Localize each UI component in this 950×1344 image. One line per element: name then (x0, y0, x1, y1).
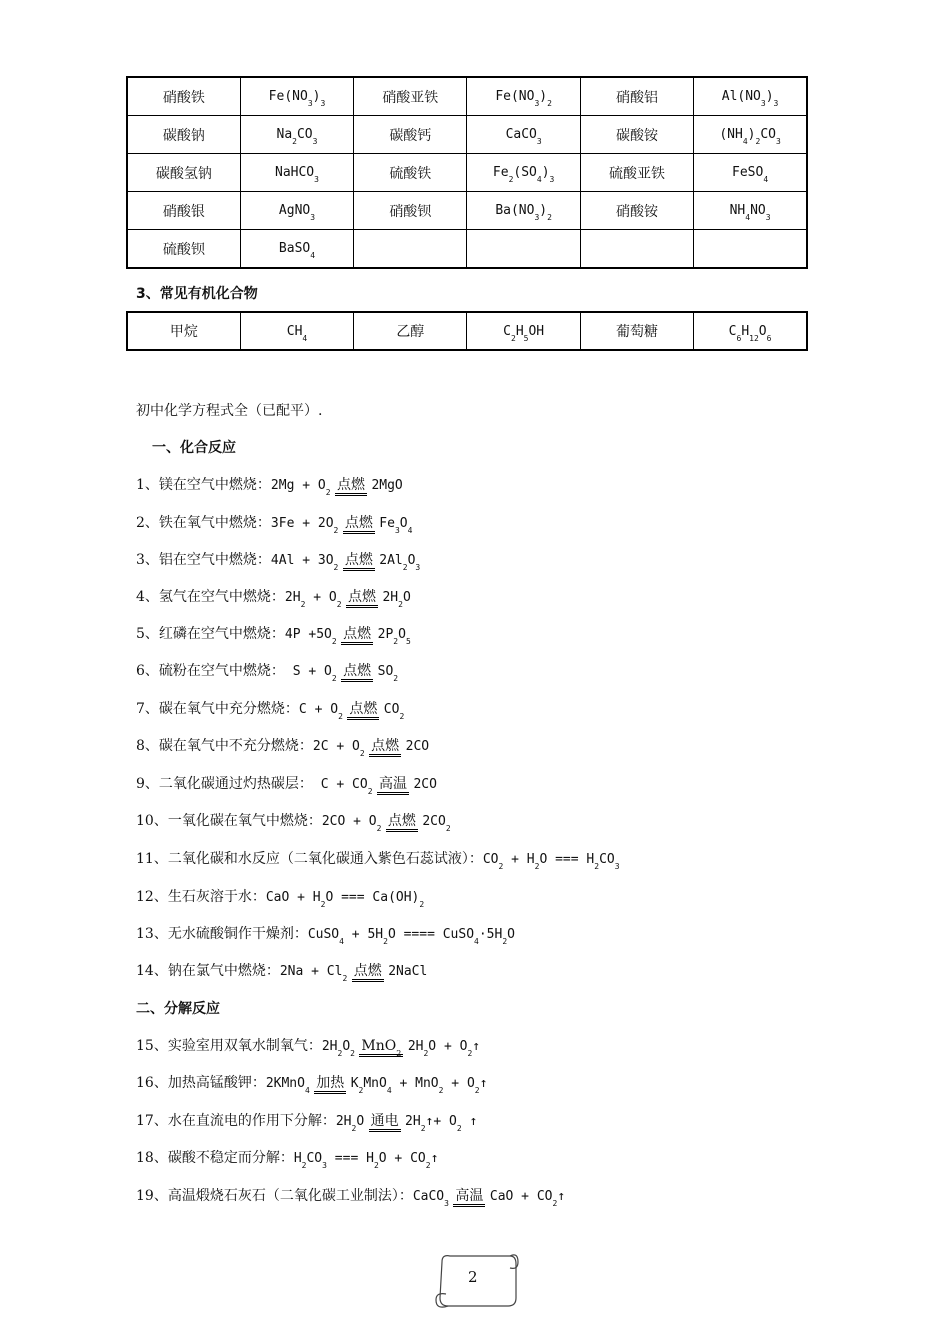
formula-cell: $C_2H_5OH$ (467, 312, 580, 350)
formula-cell (694, 230, 807, 269)
name-cell: 硫酸亚铁 (580, 154, 693, 192)
formula-cell: $Fe(NO_3)_2$ (467, 77, 580, 116)
reaction-products: $2H_2↑+ O_2$ ↑ (405, 1114, 478, 1133)
reaction-label: 10、一氧化碳在氧气中燃烧： (136, 813, 322, 829)
reaction-reactants: $2H_2 + O_2$ (284, 590, 342, 609)
reaction-condition: 点燃 (335, 477, 367, 496)
name-cell (580, 230, 693, 269)
reaction-reactants: 2KMnO$_4$ (265, 1076, 310, 1095)
reaction-products: 2CO (413, 777, 437, 792)
formula-cell: $Fe_2(SO_4)_3$ (467, 154, 580, 192)
reaction-label: 18、碳酸不稳定而分解： (136, 1150, 294, 1166)
organic-heading: 3、常见有机化合物 (136, 286, 258, 302)
intro-text: 初中化学方程式全（已配平）. (136, 403, 323, 419)
formula-cell: FeSO$_4$ (694, 154, 807, 192)
reaction-reactants: $H_2CO_3$ === $H_2O$ + $CO_2↑$ (293, 1151, 439, 1170)
table-row (127, 192, 807, 230)
table-row (127, 230, 807, 269)
reaction-line (136, 886, 425, 909)
name-cell: 葡萄糖 (580, 312, 693, 350)
reaction-line (136, 1035, 481, 1058)
formula-cell: $NH_4NO_3$ (694, 192, 807, 230)
reaction-line (136, 698, 405, 721)
reaction-condition: 点燃 (347, 701, 379, 720)
reaction-line (136, 549, 421, 572)
formula-cell: $(NH_4)_2CO_3$ (694, 116, 807, 154)
formula-cell: $Na_2CO_3$ (240, 116, 353, 154)
name-cell: 碳酸钙 (354, 116, 467, 154)
name-cell: 甲烷 (127, 312, 240, 350)
reaction-label: 1、镁在空气中燃烧： (136, 477, 271, 493)
reaction-products: $2P_2O_5$ (377, 627, 411, 646)
reaction-label: 12、生石灰溶于水： (136, 889, 266, 905)
reaction-reactants: $S + O_2$ (284, 664, 337, 683)
reaction-label: 14、钠在氯气中燃烧： (136, 963, 280, 979)
reaction-products: $CO_2$ (383, 702, 405, 721)
formula-cell: $Fe(NO_3)_3$ (240, 77, 353, 116)
formula-cell: AgNO$_3$ (240, 192, 353, 230)
reaction-line (136, 923, 515, 946)
reaction-condition: 通电 (369, 1113, 401, 1132)
reaction-products: $2CO_2$ (422, 814, 451, 833)
name-cell: 硝酸铁 (127, 77, 240, 116)
reaction-products: $2H_2O$ + $O_2↑$ (407, 1039, 481, 1058)
reaction-reactants: $4Al + 3O_2$ (270, 553, 339, 572)
section-combination: 一、化合反应 (152, 440, 236, 456)
reaction-products: 2MgO (371, 478, 403, 493)
table-row (127, 116, 807, 154)
reaction-line (136, 848, 620, 871)
formula-cell: NaHCO$_3$ (240, 154, 353, 192)
name-cell: 硝酸钡 (354, 192, 467, 230)
reaction-label: 13、无水硫酸铜作干燥剂： (136, 926, 308, 942)
page-number: 2 (468, 1268, 478, 1286)
reaction-reactants: $4P +5O_2$ (284, 627, 337, 646)
salts-table (126, 76, 808, 269)
reaction-label: 8、碳在氧气中不充分燃烧： (136, 738, 313, 754)
reaction-reactants: $3Fe + 2O_2$ (270, 516, 339, 535)
formula-cell: CaCO$_3$ (467, 116, 580, 154)
reaction-reactants: $C + CO_2$ (312, 777, 373, 796)
reaction-condition: 点燃 (369, 738, 401, 757)
reaction-condition: 点燃 (341, 663, 373, 682)
reaction-condition: 点燃 (386, 813, 418, 832)
reaction-line (136, 1147, 439, 1170)
reaction-line (136, 623, 411, 646)
reaction-reactants: $2Mg + O_2$ (270, 478, 331, 497)
reaction-products: $2Al_2O_3$ (379, 553, 421, 572)
name-cell: 硫酸钡 (127, 230, 240, 269)
reaction-condition: 加热 (314, 1075, 346, 1094)
reaction-label: 5、红磷在空气中燃烧： (136, 626, 285, 642)
formula-cell (467, 230, 580, 269)
reaction-reactants: CaCO$_3$ (412, 1189, 449, 1208)
table-row (127, 77, 807, 116)
reaction-label: 15、实验室用双氧水制氧气： (136, 1038, 322, 1054)
table-row (127, 312, 807, 350)
reaction-label: 9、二氧化碳通过灼热碳层： (136, 776, 313, 792)
reaction-label: 7、碳在氧气中充分燃烧： (136, 701, 299, 717)
reaction-condition: 点燃 (341, 626, 373, 645)
reaction-label: 16、加热高锰酸钾： (136, 1075, 266, 1091)
reaction-label: 3、铝在空气中燃烧： (136, 552, 271, 568)
reaction-condition: MnO$_2$ (361, 1038, 402, 1058)
reaction-condition: 点燃 (346, 589, 378, 608)
reaction-reactants: $2H_2O$ (335, 1114, 365, 1133)
reaction-products: $SO_2$ (377, 664, 399, 683)
reaction-label: 11、二氧化碳和水反应（二氧化碳通入紫色石蕊试液）： (136, 851, 483, 867)
reaction-condition: 点燃 (352, 963, 384, 982)
reaction-line (136, 1185, 566, 1208)
reaction-line (136, 474, 403, 497)
formula-cell: $C_6H_{12}O_6$ (694, 312, 807, 350)
reaction-reactants: $2Na + Cl_2$ (279, 964, 348, 983)
reaction-products: CaO + $CO_2↑$ (489, 1189, 566, 1208)
reaction-label: 6、硫粉在空气中燃烧： (136, 663, 285, 679)
reaction-line (136, 773, 437, 796)
reaction-line (136, 586, 411, 609)
name-cell: 碳酸铵 (580, 116, 693, 154)
name-cell: 碳酸氢钠 (127, 154, 240, 192)
reaction-line (136, 1110, 478, 1133)
name-cell: 硫酸铁 (354, 154, 467, 192)
reaction-reactants: $2C + O_2$ (312, 739, 365, 758)
name-cell: 硝酸亚铁 (354, 77, 467, 116)
reaction-label: 17、水在直流电的作用下分解： (136, 1113, 336, 1129)
formula-cell: $Al(NO_3)_3$ (694, 77, 807, 116)
reaction-products: 2NaCl (388, 964, 428, 979)
reaction-reactants: $2CO + O_2$ (321, 814, 382, 833)
reaction-products: 2CO (405, 739, 430, 754)
reaction-condition: 点燃 (343, 552, 375, 571)
table-row (127, 154, 807, 192)
reaction-label: 19、高温煅烧石灰石（二氧化碳工业制法）： (136, 1188, 413, 1204)
reaction-label: 4、氢气在空气中燃烧： (136, 589, 285, 605)
reaction-condition: 高温 (377, 776, 409, 795)
name-cell: 硝酸铵 (580, 192, 693, 230)
reaction-condition: 点燃 (343, 515, 375, 534)
reaction-condition: 高温 (453, 1188, 485, 1207)
formula-cell: BaSO$_4$ (240, 230, 353, 269)
name-cell: 硝酸银 (127, 192, 240, 230)
name-cell: 碳酸钠 (127, 116, 240, 154)
reaction-products: $K_2MnO_4 + MnO_2$ + $O_2↑$ (350, 1076, 488, 1095)
reaction-products: $2H_2O$ (382, 590, 411, 609)
reaction-products: $Fe_3O_4$ (379, 516, 413, 535)
reaction-reactants: $CO_2 + H_2O$ === $H_2CO_3$ (482, 852, 620, 871)
reaction-line (136, 1072, 488, 1095)
reaction-line (136, 735, 430, 758)
reaction-line (136, 660, 399, 683)
reaction-reactants: $2H_2O_2$ (321, 1039, 355, 1058)
reaction-reactants: $C + O_2$ (298, 702, 343, 721)
section-decomposition: 二、分解反应 (136, 1001, 220, 1017)
formula-cell: $Ba(NO_3)_2$ (467, 192, 580, 230)
reaction-reactants: CuSO$_4$ + $5H_2O$ ==== $CuSO_4\cdot 5H_2O$ (307, 927, 515, 946)
name-cell: 硝酸铝 (580, 77, 693, 116)
reaction-line (136, 810, 451, 833)
organic-table (126, 311, 808, 351)
name-cell (354, 230, 467, 269)
reaction-reactants: CaO + $H_2O$ === $Ca(OH)_2$ (265, 890, 425, 909)
formula-cell: $CH_4$ (240, 312, 353, 350)
name-cell: 乙醇 (354, 312, 467, 350)
reaction-label: 2、铁在氧气中燃烧： (136, 515, 271, 531)
reaction-line (136, 960, 428, 983)
reaction-line (136, 512, 413, 535)
